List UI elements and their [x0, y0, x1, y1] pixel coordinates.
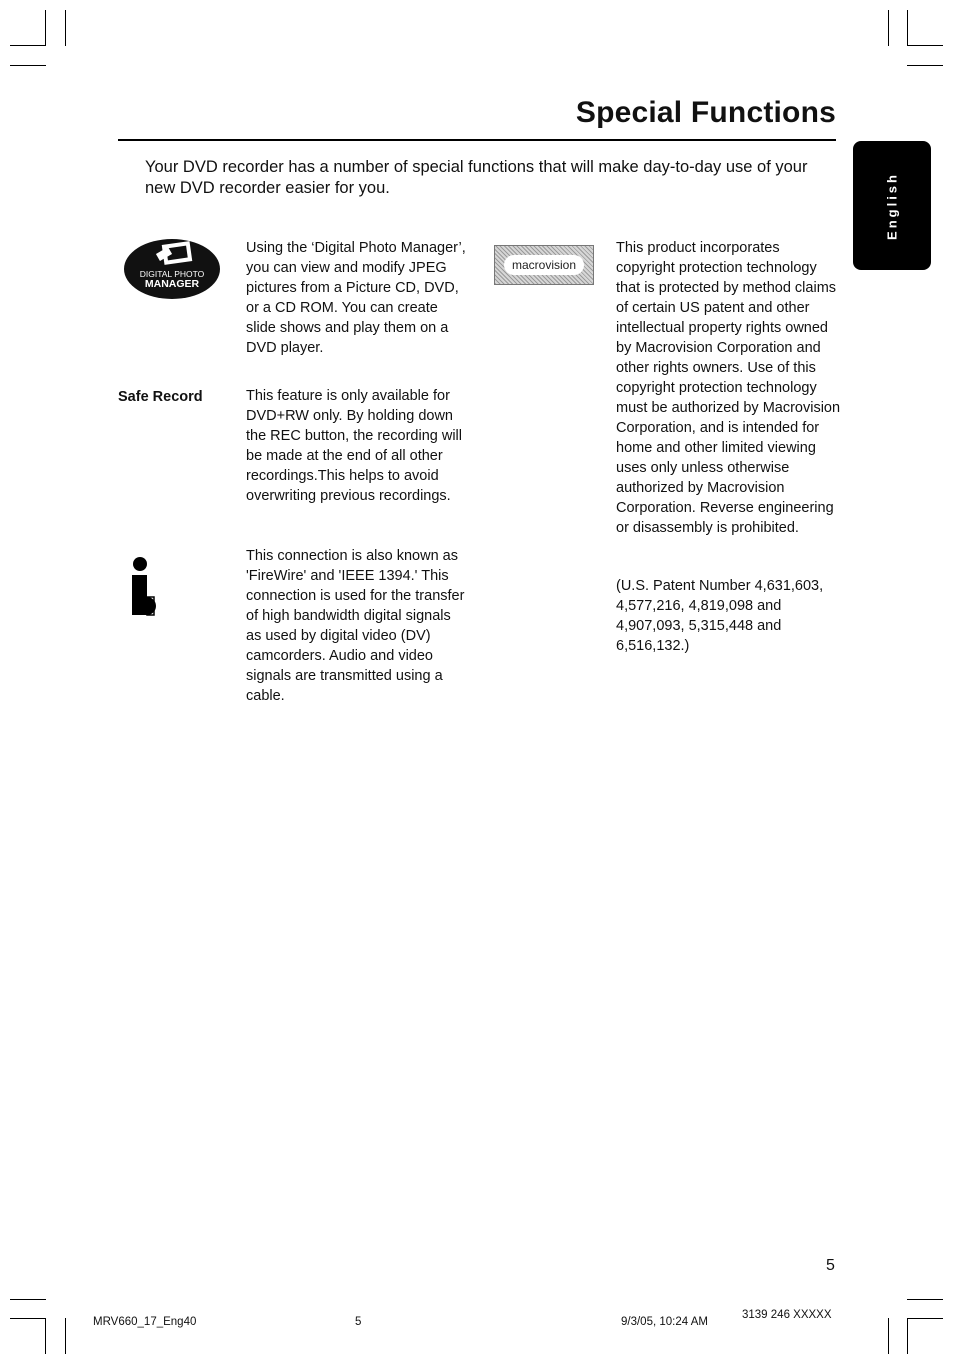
crop-mark [888, 1318, 889, 1354]
digital-photo-manager-text: Using the ‘Digital Photo Manager’, you can view and modify JPEG pictures from a Picture CD, DVD, or a CD ROM. You can create slide shows and play them on a DVD player. [246, 240, 466, 356]
footer-page: 5 [355, 1316, 362, 1328]
title-divider [118, 139, 836, 141]
macrovision-patents: (U.S. Patent Number 4,631,603, 4,577,216, 4,819,098 and 4,907,093, 5,315,448 and 6,516,132.) [616, 578, 824, 654]
crop-mark [45, 10, 46, 46]
crop-mark [907, 1318, 908, 1354]
safe-record-text: This feature is only available for DVD+RW only. By holding down the REC button, the recording will be made at the end of all other recordings.This helps to avoid overwriting previous recordings. [246, 388, 462, 504]
macrovision-logo-text: macrovision [504, 255, 584, 275]
crop-mark [65, 10, 66, 46]
digital-photo-manager-logo [123, 238, 221, 300]
crop-mark [45, 1318, 46, 1354]
crop-mark [907, 65, 943, 66]
language-tab-label: English [884, 171, 900, 240]
crop-mark [907, 1318, 943, 1319]
crop-mark [888, 10, 889, 46]
page-number: 5 [826, 1257, 835, 1274]
logo-text-line2: MANAGER [144, 278, 200, 290]
crop-mark [10, 1318, 46, 1319]
info-icon [129, 556, 159, 616]
intro-paragraph: Your DVD recorder has a number of special functions that will make day-to-day use of your new DVD recorder easier for you. [145, 158, 808, 197]
crop-mark [907, 10, 908, 46]
footer-date: 9/3/05, 10:24 AM [621, 1316, 708, 1328]
crop-mark [10, 45, 46, 46]
footer-file: MRV660_17_Eng40 [93, 1316, 197, 1328]
crop-mark [907, 1299, 943, 1300]
page-title: Special Functions [575, 96, 836, 129]
macrovision-text: This product incorporates copyright protection technology that is protected by method claims of certain US patent and other intellectual property rights owned by Macrovision Corporation and other rights owners. Use of this copyright protection technology must be authorized by Macrovision Corporation, and is intended for home and other limited viewing uses only unless otherwise authorized by Macrovision Corporation. Reverse engineering or disassembly is prohibited. [616, 240, 841, 536]
crop-mark [65, 1318, 66, 1354]
crop-mark [907, 45, 943, 46]
crop-mark [10, 1299, 46, 1300]
crop-mark [10, 65, 46, 66]
macrovision-logo [494, 245, 594, 285]
language-tab [853, 141, 931, 270]
info-note-text: This connection is also known as 'FireWire' and 'IEEE 1394.' This connection is used for the transfer of high bandwidth digital signals as used by digital video (DV) camcorders. Audio and video signals are transmitted using a cable. [246, 548, 465, 704]
logo-text-line1: DIGITAL PHOTO [139, 269, 205, 279]
safe-record-label: Safe Record [118, 389, 203, 405]
footer-code: 3139 246 XXXXX [742, 1309, 832, 1321]
